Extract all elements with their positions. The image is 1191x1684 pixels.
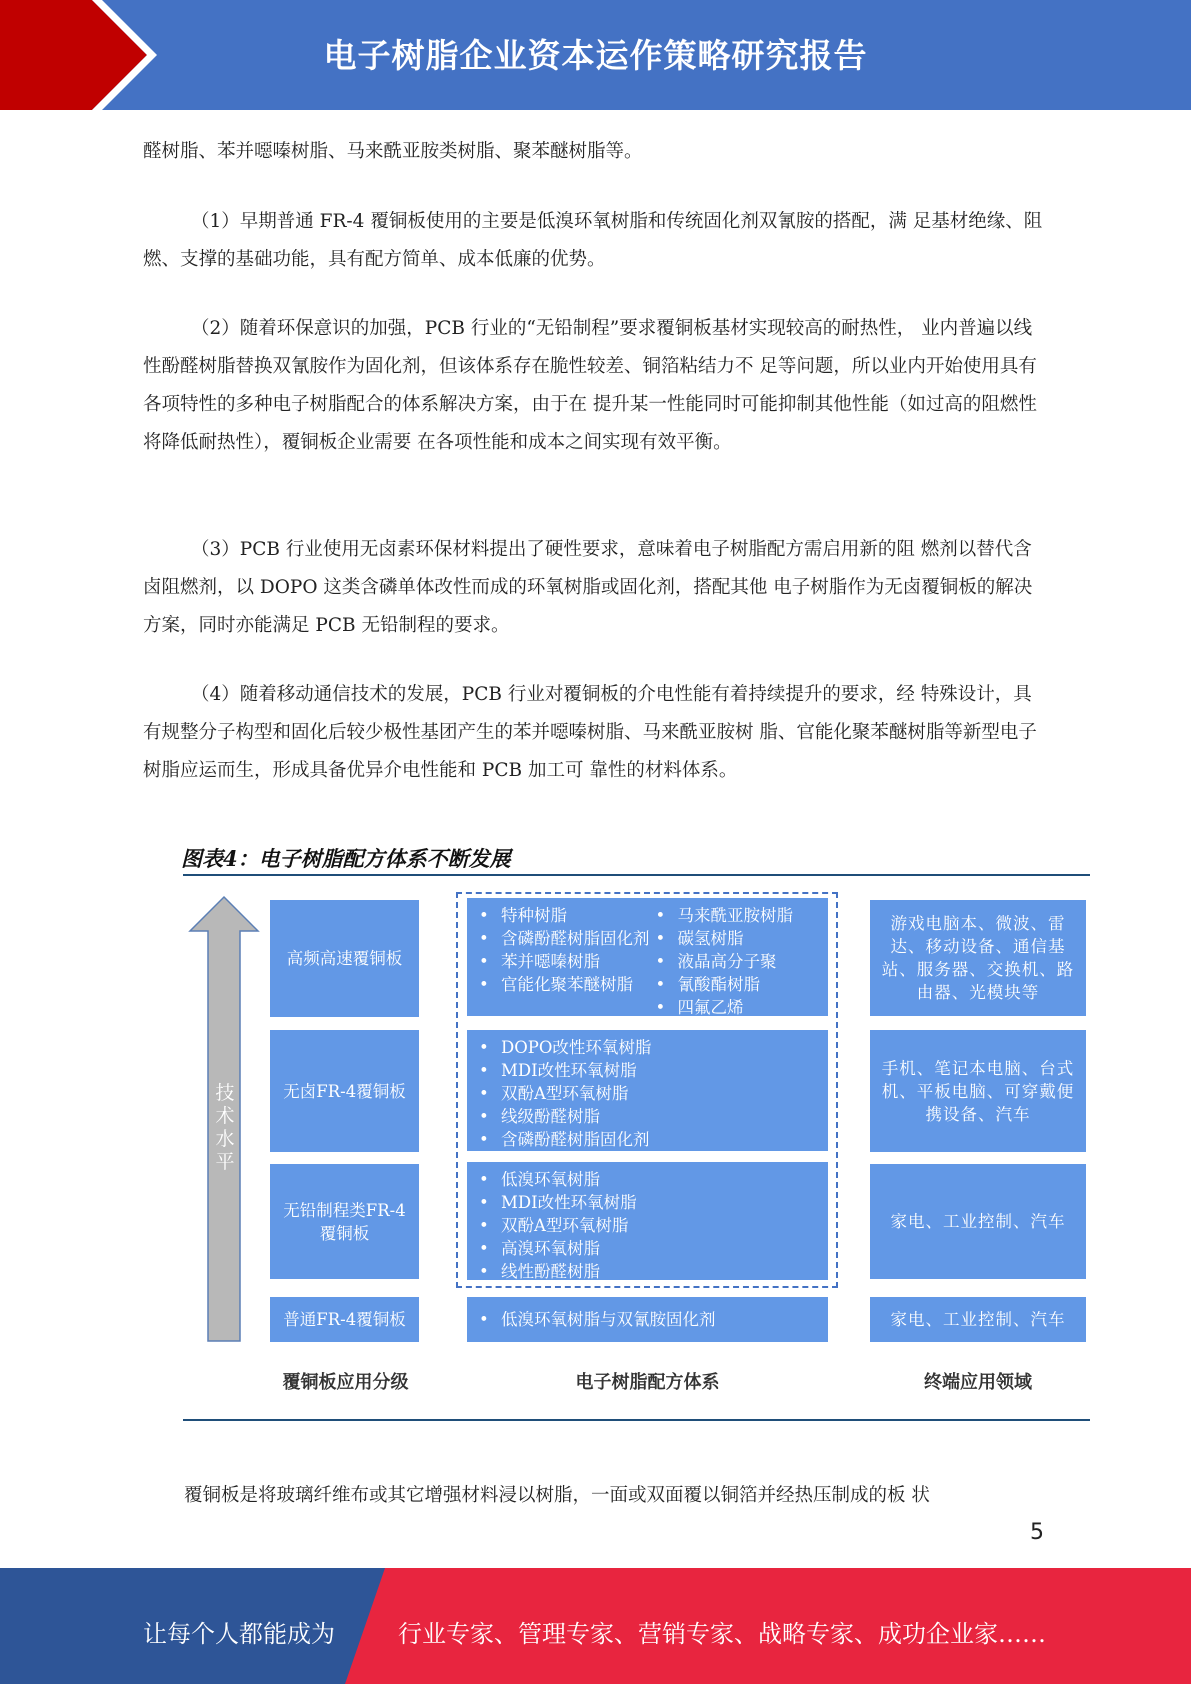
paragraph-1: （1）早期普通 FR-4 覆铜板使用的主要是低溴环氧树脂和传统固化剂双氰胺的搭配，满 足基材绝缘、阻燃、支撑的基础功能，具有配方简单、成本低廉的优势。: [143, 211, 1043, 270]
list-item: • 低溴环氧树脂: [479, 1168, 828, 1191]
list-item: • 液晶高分子聚: [656, 950, 829, 973]
paragraph-4: （4）随着移动通信技术的发展，PCB 行业对覆铜板的介电性能有着持续提升的要求，经 特殊设计，具有规整分子构型和固化后较少极性基团产生的苯并噁嗪树脂、马来酰亚胺树 脂、官能化聚苯醚树脂等新型电子树脂应运而生，形成具备优异介电性能和 PCB 加工可 靠性的材料体系。: [143, 684, 1037, 781]
column-label-grade: 覆铜板应用分级: [282, 1372, 409, 1393]
list-item: • MDI改性环氧树脂: [479, 1191, 828, 1214]
level-lead-free: 无铅制程类FR-4覆铜板: [270, 1164, 419, 1279]
arrow-label: 技术水平: [215, 1082, 235, 1173]
end-use-lead-free: 家电、工业控制、汽车: [870, 1164, 1086, 1279]
list-item: • 双酚A型环氧树脂: [479, 1214, 828, 1237]
list-item: • 苯并噁嗪树脂: [479, 950, 652, 973]
list-item: • 四氟乙烯: [656, 996, 829, 1019]
list-item: • 氰酸酯树脂: [656, 973, 829, 996]
level-normal: 普通FR-4覆铜板: [270, 1297, 419, 1342]
end-use-halogen-free: 手机、笔记本电脑、台式机、平板电脑、可穿戴便携设备、汽车: [870, 1030, 1086, 1152]
list-item: • 含磷酚醛树脂固化剂: [479, 1128, 828, 1151]
page-number: 5: [1030, 1520, 1044, 1545]
end-use-high-frequency: 游戏电脑本、微波、雷达、移动设备、通信基站、服务器、交换机、路由器、光模块等: [870, 900, 1086, 1016]
list-item: • 线性酚醛树脂: [479, 1260, 828, 1283]
list-item: • 特种树脂: [479, 904, 652, 927]
formula-high-frequency: [467, 898, 828, 1016]
list-item: • 碳氢树脂: [656, 927, 829, 950]
page-header: [0, 0, 1191, 110]
report-title: 电子树脂企业资本运作策略研究报告: [323, 36, 868, 75]
paragraph-3: （3）PCB 行业使用无卤素环保材料提出了硬性要求，意味着电子树脂配方需启用新的阻 燃剂以替代含卤阻燃剂，以 DOPO 这类含磷单体改性而成的环氧树脂或固化剂，搭配其他 电子树脂作为无卤覆铜板的解决方案，同时亦能满足 PCB 无铅制程的要求。: [143, 539, 1033, 636]
figure-top-rule: [183, 874, 1090, 876]
list-item: • 马来酰亚胺树脂: [656, 904, 829, 927]
footer-slogan-right: 行业专家、管理专家、营销专家、战略专家、成功企业家……: [398, 1620, 1046, 1648]
paragraph-continuation: 醛树脂、苯并噁嗪树脂、马来酰亚胺类树脂、聚苯醚树脂等。: [143, 141, 643, 162]
paragraph-2: （2）随着环保意识的加强，PCB 行业的“无铅制程”要求覆铜板基材实现较高的耐热性， 业内普遍以线性酚醛树脂替换双氰胺作为固化剂，但该体系存在脆性较差、铜箔粘结力不 足等问题，所以业内开始使用具有各项特性的多种电子树脂配合的体系解决方案，由于在 提升某一性能同时可能抑制其他性能（如过高的阻燃性将降低耐热性），覆铜板企业需要 在各项性能和成本之间实现有效平衡。: [143, 318, 1037, 453]
level-halogen-free: 无卤FR-4覆铜板: [270, 1030, 419, 1152]
list-item: • 低溴环氧树脂与双氰胺固化剂: [479, 1308, 828, 1331]
figure-title: 图表4：电子树脂配方体系不断发展: [181, 846, 511, 871]
column-label-end-use: 终端应用领域: [924, 1372, 1032, 1393]
list-item: • 线级酚醛树脂: [479, 1105, 828, 1128]
formula-halogen-free: [467, 1030, 828, 1151]
formula-normal: [467, 1297, 828, 1342]
figure-bottom-rule: [183, 1419, 1090, 1421]
column-label-formula: 电子树脂配方体系: [575, 1372, 720, 1393]
paragraph-5: 覆铜板是将玻璃纤维布或其它增强材料浸以树脂，一面或双面覆以铜箔并经热压制成的板 状: [184, 1485, 930, 1506]
level-high-frequency: 高频高速覆铜板: [270, 900, 419, 1017]
list-item: • 官能化聚苯醚树脂: [479, 973, 652, 996]
list-item: • 双酚A型环氧树脂: [479, 1082, 828, 1105]
list-item: • MDI改性环氧树脂: [479, 1059, 828, 1082]
list-item: • 含磷酚醛树脂固化剂: [479, 927, 652, 950]
end-use-normal: 家电、工业控制、汽车: [870, 1297, 1086, 1342]
list-item: • 高溴环氧树脂: [479, 1237, 828, 1260]
footer-slogan-left: 让每个人都能成为: [143, 1620, 335, 1648]
list-item: • DOPO改性环氧树脂: [479, 1036, 828, 1059]
formula-lead-free: [467, 1162, 828, 1280]
